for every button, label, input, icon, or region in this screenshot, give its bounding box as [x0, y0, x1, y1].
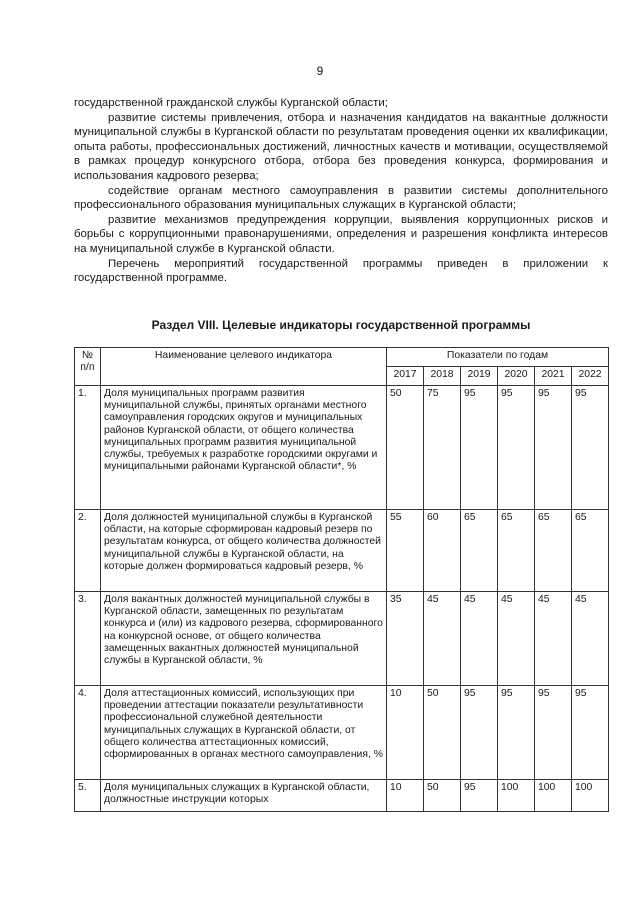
row-value: 95 [572, 686, 609, 780]
row-name: Доля должностей муниципальной службы в Курганской области, на которые сформирован кадровый резерв по результатам конкурса, от общего количества должностей муниципальной службы в Курганской области, на которые должен формироваться кадровый резерв, % [101, 510, 387, 592]
table-row [75, 686, 609, 780]
indicators-table [74, 347, 609, 812]
row-value: 95 [498, 386, 535, 510]
row-value: 45 [424, 592, 461, 686]
header-num: № п/п [75, 348, 101, 386]
row-value: 55 [387, 510, 424, 592]
row-value: 35 [387, 592, 424, 686]
header-year: 2021 [535, 367, 572, 386]
row-value: 65 [498, 510, 535, 592]
row-name: Доля аттестационных комиссий, использующих при проведении аттестации показатели результативности профессиональной служебной деятельности муниципальных служащих в Курганской области, от общего количества аттестационных комиссий, сформированных в органах местного самоуправления, % [101, 686, 387, 780]
paragraph-1: государственной гражданской службы Курганской области; [74, 97, 388, 109]
header-name: Наименование целевого индикатора [101, 348, 387, 386]
row-num: 4. [75, 686, 101, 780]
header-year: 2019 [461, 367, 498, 386]
header-years-group: Показатели по годам [387, 348, 609, 367]
header-year: 2017 [387, 367, 424, 386]
row-value: 65 [535, 510, 572, 592]
row-name: Доля вакантных должностей муниципальной службы в Курганской области, замещенных по результатам конкурса и (или) из кадрового резерва, сформированного на конкурсной основе, от общего количества замещенных вакантных должностей муниципальной службы в Курганской области, % [101, 592, 387, 686]
row-num: 3. [75, 592, 101, 686]
paragraph-5: Перечень мероприятий государственной программы приведен в приложении к государственной программе. [74, 257, 608, 285]
row-value: 50 [424, 780, 461, 812]
row-value: 95 [461, 386, 498, 510]
row-value: 95 [535, 686, 572, 780]
row-value: 95 [461, 686, 498, 780]
row-value: 45 [498, 592, 535, 686]
row-num: 5. [75, 780, 101, 812]
table-row [75, 510, 609, 592]
row-num: 1. [75, 386, 101, 510]
row-value: 60 [424, 510, 461, 592]
row-name: Доля муниципальных служащих в Курганской области, должностные инструкции которых [101, 780, 387, 812]
row-name: Доля муниципальных программ развития муниципальной службы, принятых органами местного самоуправления городских округов и муниципальных районов Курганской области, от общего количества муниципальных программ развития муниципальной службы, требуемых к разработке городскими округами и муниципальными районами Курганской области*, % [101, 386, 387, 510]
row-value: 50 [424, 686, 461, 780]
row-value: 100 [498, 780, 535, 812]
row-value: 45 [461, 592, 498, 686]
header-year: 2018 [424, 367, 461, 386]
row-value: 50 [387, 386, 424, 510]
row-value: 45 [535, 592, 572, 686]
row-value: 95 [461, 780, 498, 812]
paragraph-3: содействие органам местного самоуправления в развитии системы дополнительного профессионального образования муниципальных служащих в Курганской области; [74, 184, 608, 212]
header-year: 2020 [498, 367, 535, 386]
row-value: 65 [572, 510, 609, 592]
row-value: 10 [387, 780, 424, 812]
table-row [75, 780, 609, 812]
section-title: Раздел VIII. Целевые индикаторы государственной программы [151, 318, 531, 332]
row-value: 95 [572, 386, 609, 510]
row-value: 100 [572, 780, 609, 812]
row-value: 10 [387, 686, 424, 780]
table-header-row [75, 348, 609, 367]
row-num: 2. [75, 510, 101, 592]
row-value: 95 [498, 686, 535, 780]
table-row [75, 592, 609, 686]
paragraph-2: развитие системы привлечения, отбора и назначения кандидатов на вакантные должности муниципальной службы в Курганской области по результатам проведения оценки их квалификации, опыта работы, профессиональных достижений, личностных качеств и мотивации, осуществляемой в рамках процедур конкурсного отбора, отбора без проведения конкурса, формирования и использования кадрового резерва; [74, 111, 608, 182]
row-value: 95 [535, 386, 572, 510]
table-row [75, 386, 609, 510]
row-value: 65 [461, 510, 498, 592]
row-value: 75 [424, 386, 461, 510]
row-value: 100 [535, 780, 572, 812]
row-value: 45 [572, 592, 609, 686]
header-year: 2022 [572, 367, 609, 386]
page-number: 9 [316, 64, 324, 78]
paragraph-4: развитие механизмов предупреждения коррупции, выявления коррупционных рисков и борьбы с коррупционными правонарушениями, определения и разрешения конфликта интересов на муниципальной службе в Курганской области. [74, 213, 608, 255]
body-text [74, 96, 608, 286]
